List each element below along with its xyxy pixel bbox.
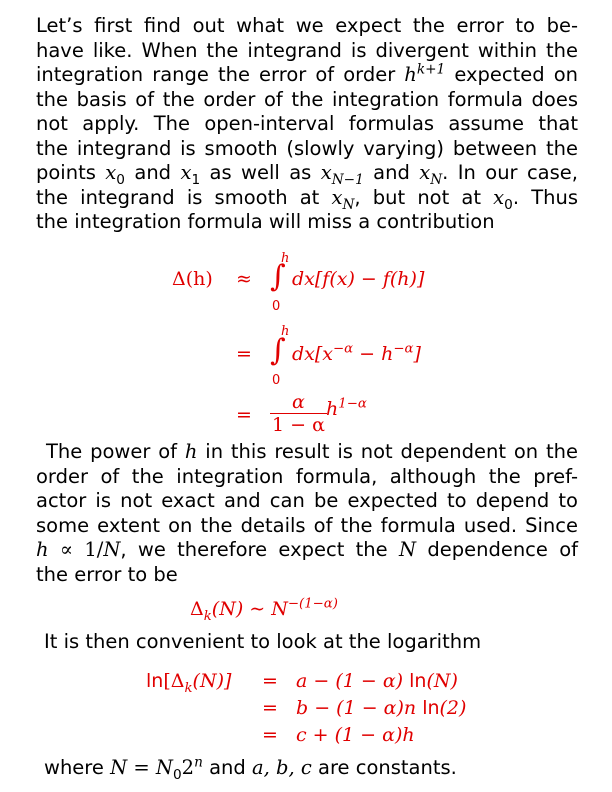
eq-log-rhs-3: c + (1 − α)h — [296, 724, 415, 746]
math-h: h — [404, 63, 417, 86]
eq-relation-equals: = — [262, 724, 278, 746]
text-line: h ∝ 1/N, we therefore expect the N dependence of — [36, 538, 578, 561]
paragraph-intro — [36, 14, 578, 235]
int-lower-limit: 0 — [272, 373, 281, 388]
text-line: order of the integration formula, although the pref- — [36, 464, 578, 488]
text-line: actor is not exact and can be expected to depend to — [36, 489, 578, 512]
paragraph-where: where $N = N_02^n$ and a, b, c are constants. — [44, 754, 457, 783]
text-line: the integrand is smooth at $x_N$, but not at $x_0$. Thus — [36, 185, 579, 213]
text-line: some extent on the details of the formula used. Since — [36, 513, 578, 537]
eq-relation-equals: = — [236, 404, 252, 426]
text-line: the integrand is smooth (slowly varying) between the — [36, 136, 578, 160]
text-line: integration range the error of order $h^{k+1}$ expected on — [36, 61, 578, 86]
text-line: points $x_0$ and $x_1$ as well as $x_{N-1}$ and $x_N$. In our case, — [36, 161, 578, 188]
equation-delta-k-scaling: $\Delta_k(N)$ ∼ $N^{-(1-\alpha)}$ — [190, 596, 338, 624]
paragraph-logarithm: It is then convenient to look at the logarithm — [44, 630, 482, 653]
eq-log-rhs-1: a − (1 − α) ln(N) — [296, 670, 458, 692]
text-line: have like. When the integrand is divergent within the — [36, 38, 578, 62]
text-line: Let’s first find out what we expect the error to be- — [36, 14, 578, 37]
eq-lhs: Δ(h) — [172, 268, 213, 290]
integral-sign: ∫ — [270, 333, 286, 368]
text-line: the basis of the order of the integration formula does — [36, 87, 578, 111]
int-lower-limit: 0 — [272, 299, 281, 314]
eq-relation-equals: = — [236, 343, 252, 365]
eq-rhs-1: dx[f(x) − f(h)] — [292, 268, 425, 290]
paragraph-power-of-h — [36, 440, 578, 587]
eq-log-lhs: $\ln[\Delta_k(N)]$ — [146, 670, 232, 696]
eq-log-rhs-2: b − (1 − α)n ln(2) — [296, 697, 467, 719]
int-upper-limit: h — [281, 324, 290, 339]
integral-sign: ∫ — [270, 259, 286, 294]
eq-relation-equals: = — [262, 697, 278, 719]
eq-relation-approx: ≈ — [236, 268, 252, 290]
text-line: the integration formula will miss a contribution — [36, 210, 495, 233]
math-exponent: k+1 — [416, 61, 446, 78]
eq-relation-equals: = — [262, 670, 278, 692]
eq-fraction: $\frac{\alpha}{1 - \alpha}$ — [272, 391, 325, 436]
int-upper-limit: h — [281, 251, 290, 266]
text-line: The power of h in this result is not dependent on the — [46, 440, 579, 463]
text-line: the error to be — [36, 562, 178, 586]
eq-rhs-2: $dx[x^{-\alpha} - h^{-\alpha}]$ — [292, 341, 421, 365]
eq-rhs-3: $h^{1-\alpha}$ — [326, 396, 367, 420]
text-line: not apply. The open-interval formulas assume that — [36, 112, 578, 135]
